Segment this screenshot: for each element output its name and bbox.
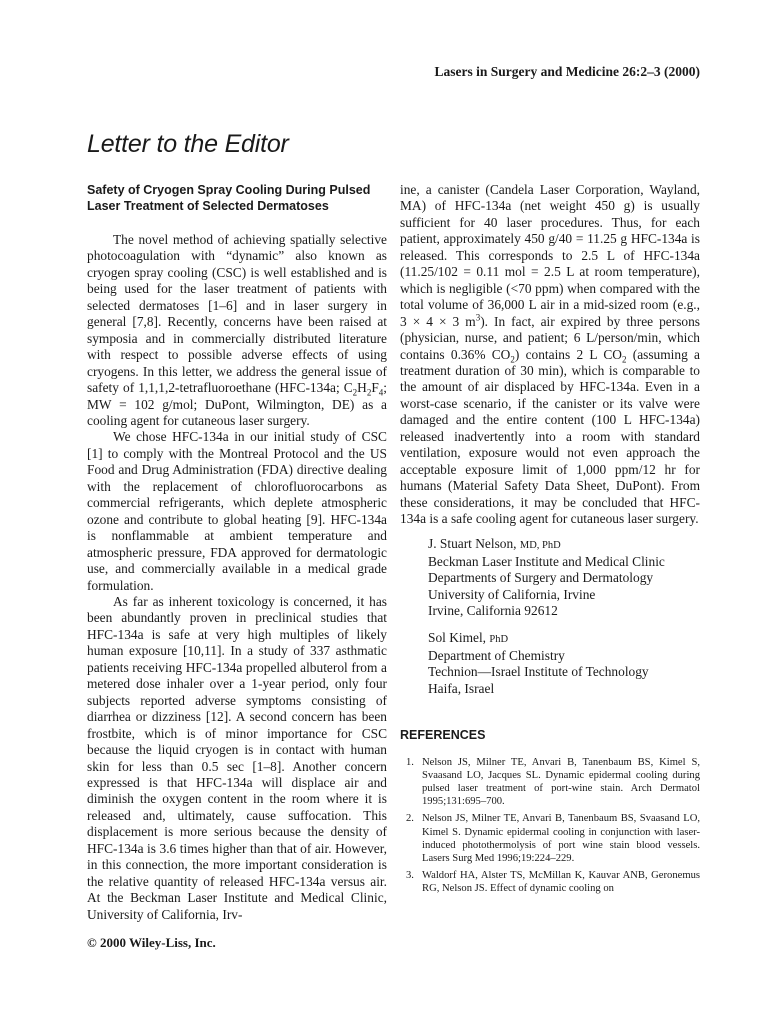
- paragraph-3: As far as inherent toxicology is concerned, it has been abundantly proven in preclinical studies that HFC-134a is safe at very high multiples of likely human exposure [10,11]. In a study of 337 asthmatic patients receiving HFC-134a propelled albuterol from a metered dose inhaler over a 1-year period, only four subjects reported adverse symptoms consisting of diarrhea or dizziness [12]. A second concern has been frostbite, which is of minor importance for CSC because the liquid cryogen is in contact with human skin for less than 0.5 sec [1–8]. Another concern expressed is that HFC-134a will displace air and diminish the oxygen content in the room where it is released and, ultimately, cause suffocation. This displacement is more serious because the density of HFC-134a is 3.6 times higher than that of air. However, in this connection, the more important consideration is the relative quantity of released HFC-134a versus air. At the Beckman Laser Institute and Medical Clinic, University of California, Irv-: [87, 593, 387, 922]
- affiliation-line: Beckman Laser Institute and Medical Clinic: [428, 553, 665, 569]
- author-name: J. Stuart Nelson,: [428, 535, 517, 551]
- references-list: [400, 756, 700, 896]
- paragraph-2: We chose HFC-134a in our initial study of CSC [1] to comply with the Montreal Protocol and the US Food and Drug Administration (FDA) directive dealing with the replacement of chlorofluorocarbons as commercial refrigerants, which deplete atmospheric ozone and contribute to global heating [9]. HFC-134a is nonflammable at ambient temperature and atmospheric pressure, FDA approved for dermatologic use, and commercially available in a medical grade formulation.: [87, 429, 387, 593]
- affiliation-line: Department of Chemistry: [428, 647, 565, 663]
- reference-item: 3. Waldorf HA, Alster TS, McMillan K, Kauvar ANB, Geronemus RG, Nelson JS. Effect of dynamic cooling on: [406, 870, 700, 895]
- copyright-footer: © 2000 Wiley-Liss, Inc.: [87, 935, 216, 950]
- references-heading: REFERENCES: [400, 728, 486, 743]
- right-column: [400, 182, 700, 900]
- affiliation-line: Technion—Israel Institute of Technology: [428, 664, 649, 680]
- signature-nelson: [400, 536, 700, 620]
- signature-kimel: [400, 630, 700, 698]
- article-subtitle: Safety of Cryogen Spray Cooling During Pulsed Laser Treatment of Selected Dermatoses: [87, 183, 371, 213]
- paragraph-1: The novel method of achieving spatially selective photocoagulation with “dynamic” also known as cryogen spray cooling (CSC) is well established and is being used for the laser treatment of patients with selected dermatoses [1–6] and in laser surgery in general [7,8]. Recently, concerns have been raised at symposia and in commercially distributed literature with respect to possible adverse effects of using cryogens. In this letter, we address the general issue of safety of 1,1,1,2-tetrafluoroethane (HFC-134a; $C_2H_2F_4$; MW = 102 g/mol; DuPont, Wilmington, DE) as a cooling agent for cutaneous laser surgery.: [87, 232, 387, 428]
- affiliation-line: Departments of Surgery and Dermatology: [428, 570, 654, 586]
- paragraph-4: ine, a canister (Candela Laser Corporation, Wayland, MA) of HFC-134a (net weight 450 g) is usually sufficient for 40 laser procedures. Thus, for each patient, approximately 450 g/40 = 11.25 g HFC-134a is released. This corresponds to 2.5 L of HFC-134a (11.25/102 = 0.11 mol = 2.5 L at room temperature), which is negligible (<70 ppm) when compared with the total volume of 36,000 L air in a mid-sized room (e.g., 3 × 4 × 3 $m^3$). In fact, air expired by three persons (physician, nurse, and patient; 6 L/person/min, which contains 0.36% $CO_2$) contains 2 L $CO_2$ (assuming a treatment duration of 30 min), which is comparable to the amount of air displaced by HFC-134a. Even in a worst-case scenario, if the canister or its valve were damaged and the entire content (100 L HFC-134a) released inadvertently into a room with standard ventilation, exposure would not even approach the acceptable exposure limit of 1,000 ppm/12 hr for humans (Material Safety Data Sheet, DuPont). From these considerations, it may be concluded that HFC-134a is a safe cooling agent for cutaneous laser surgery.: [400, 182, 701, 527]
- author-degree: PhD: [489, 633, 509, 645]
- journal-citation: Lasers in Surgery and Medicine 26:2–3 (2000): [434, 64, 700, 79]
- affiliation-line: University of California, Irvine: [428, 586, 596, 602]
- affiliation-line: Irvine, California 92612: [428, 603, 558, 619]
- reference-item: 2. Nelson JS, Milner TE, Anvari B, Tanenbaum BS, Svaasand LO, Kimel S. Dynamic epidermal cooling in conjunction with laser-induced photothermolysis of port wine stain blood vessels. Lasers Surg Med 1996;19:224–229.: [406, 813, 700, 865]
- reference-item: 1. Nelson JS, Milner TE, Anvari B, Tanenbaum BS, Kimel S, Svaasand LO, Jacques SL. Dynamic epidermal cooling during pulsed laser treatment of port-wine stain. Arch Dermatol 1995;131:695–700.: [406, 756, 700, 808]
- author-name: Sol Kimel,: [428, 629, 487, 645]
- letter-title: Letter to the Editor: [87, 130, 289, 158]
- left-column: [87, 182, 387, 923]
- author-degree: MD, PhD: [519, 539, 561, 551]
- affiliation-line: Haifa, Israel: [428, 680, 495, 696]
